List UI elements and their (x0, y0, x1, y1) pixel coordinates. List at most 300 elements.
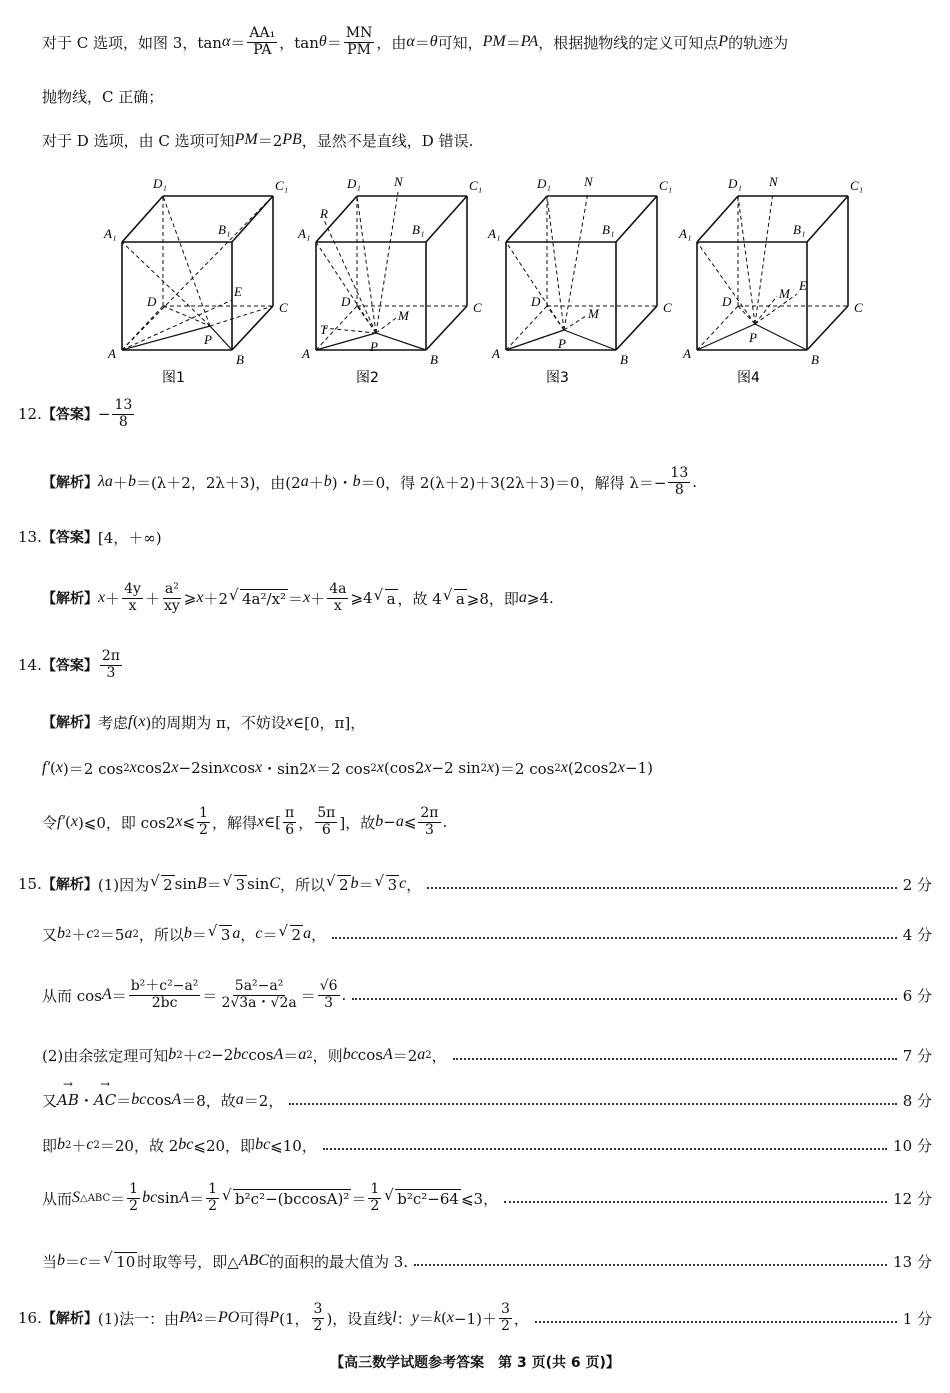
text-line (42, 746, 932, 790)
subscript: △ABC (80, 1192, 111, 1204)
text: ＝2 (257, 131, 283, 150)
segment (210, 326, 232, 350)
dot-leader (414, 1264, 887, 1266)
math-italic: α (406, 33, 415, 50)
text: ＝2 cos (315, 759, 371, 778)
math-italic: x (255, 759, 263, 776)
figure-caption: 图3 (546, 370, 569, 386)
text: ＝ (300, 986, 316, 1005)
point-label: C (854, 300, 863, 315)
text: ＝ (202, 1309, 218, 1328)
text: sin (247, 875, 270, 893)
text-line (42, 74, 932, 118)
figure-caption: 图4 (737, 370, 760, 386)
math-italic: x (308, 759, 316, 776)
numerator: AA₁ (249, 25, 276, 42)
text: ＝ (116, 1091, 132, 1110)
text: ＋ (112, 473, 128, 492)
math-italic: b (352, 473, 361, 490)
text: ＋ (71, 925, 87, 944)
denominator: 2 (500, 1317, 510, 1334)
dot-leader (453, 1058, 897, 1060)
math-italic: c (86, 925, 94, 942)
page-footer: 【高三数学试题参考答案 第 3 页(共 6 页)】 (330, 1355, 620, 1371)
text: ・sin2 (262, 759, 309, 778)
dot-leader (323, 1148, 887, 1150)
math-italic: x (138, 713, 146, 730)
point-label: N (584, 174, 593, 189)
denominator: 2 (208, 1197, 218, 1214)
text-line (18, 392, 932, 436)
text: ＝ (189, 1189, 205, 1208)
fraction (100, 649, 122, 681)
math-italic: bc (131, 1091, 147, 1108)
math-italic: λa (98, 473, 113, 490)
cube-edge (426, 196, 467, 242)
text: ，则 (312, 1046, 343, 1065)
math-italic: PA (179, 1309, 197, 1326)
point-label: C (663, 300, 672, 315)
math-italic: f′ (57, 813, 65, 830)
point-label: A (108, 346, 116, 361)
text: ＝8，故 (181, 1091, 236, 1110)
text: ( (441, 1309, 447, 1327)
fraction (129, 979, 201, 1011)
subscript: 2 (196, 1312, 203, 1324)
hidden-line (564, 192, 588, 330)
square-root: √ 3 (386, 875, 400, 894)
math-italic: A (273, 1046, 284, 1063)
math-italic: l (392, 1309, 397, 1326)
math-italic: b (57, 925, 66, 942)
superscript: 2 (306, 1049, 313, 1061)
numerator: 13 (670, 465, 689, 482)
superscript: 2 (93, 928, 100, 940)
hidden-line (376, 192, 398, 333)
denominator: 8 (674, 481, 684, 498)
text: − (383, 813, 396, 831)
point-label: E (799, 278, 807, 293)
figure-caption: 图2 (356, 370, 379, 386)
text: 从而 cos (42, 986, 102, 1005)
math-italic: C (269, 875, 280, 892)
denominator: 2 (129, 1197, 139, 1214)
point-label: C (473, 300, 482, 315)
fraction (327, 582, 348, 614)
text: (cos2 (383, 759, 425, 777)
denominator: 2 (199, 821, 208, 838)
hidden-line (122, 242, 210, 326)
numerator: 5π (317, 805, 336, 822)
fraction (122, 582, 143, 614)
segment (755, 324, 807, 350)
point-label: D₁ (728, 176, 742, 191)
cube-edge (506, 196, 547, 242)
point-label: D₁ (347, 176, 361, 191)
text: ，由 (376, 33, 407, 52)
cube-edge (122, 196, 163, 242)
text: ＝ (206, 875, 222, 894)
text: −1) (625, 759, 653, 777)
denominator: 2√3a・√2a (221, 994, 297, 1011)
point-label: M (588, 306, 599, 321)
square-root: √ b²c²−64 (395, 1189, 461, 1208)
text: 可得 (239, 1309, 270, 1328)
dot-leader (504, 1201, 887, 1203)
text: 的轨迹为 (728, 33, 789, 52)
label-bold: 【解析】 (41, 1311, 98, 1327)
fraction (219, 979, 298, 1011)
math-italic: θ (429, 33, 438, 50)
math-italic: a (395, 813, 404, 830)
fraction (283, 806, 296, 838)
numerator: 1 (129, 1181, 139, 1198)
score: 1 分 (902, 1309, 932, 1328)
denominator: 6 (285, 821, 295, 838)
math-italic: y (411, 1309, 419, 1326)
numerator: √6 (319, 978, 338, 995)
score: 4 分 (902, 925, 932, 944)
superscript: 2 (123, 762, 130, 774)
text: ，解得 (211, 813, 257, 832)
denominator: 3 (324, 994, 334, 1011)
math-italic: a (303, 925, 312, 942)
label-bold: 【答案】 (41, 658, 98, 674)
point-label: B₁ (218, 222, 231, 237)
point-label: C (279, 300, 288, 315)
text: ＝ (414, 33, 430, 52)
text: ⩽3， (460, 1189, 499, 1208)
point-label: A₁ (298, 226, 311, 241)
point-label: M (779, 286, 790, 301)
numerator: a² (164, 581, 179, 598)
text: (1， (279, 1309, 310, 1328)
text-line (42, 973, 932, 1017)
fraction (312, 1302, 325, 1334)
point-label: C₁ (659, 178, 673, 193)
math-italic: θ (318, 33, 327, 50)
math-italic: x (303, 589, 311, 606)
score: 13 分 (893, 1252, 932, 1271)
text: ＋ (71, 1136, 87, 1155)
text: 可知， (437, 33, 483, 52)
point-label: C₁ (850, 178, 864, 193)
denominator: PA (253, 41, 272, 58)
text: [4，＋∞) (97, 528, 162, 547)
cube-edge (426, 306, 467, 350)
text: 13. (18, 528, 42, 546)
text-line (42, 460, 932, 504)
text: ⩽ (182, 813, 196, 831)
vector: → AB (57, 1091, 79, 1109)
hidden-line (122, 300, 232, 350)
numerator: 4y (124, 581, 141, 598)
text: ， (298, 813, 314, 832)
text: ⩽10， (270, 1136, 317, 1155)
text: ＝2 (392, 1046, 418, 1065)
text: −2sin (178, 759, 223, 777)
denominator: xy (163, 597, 180, 614)
text-line (18, 1296, 932, 1340)
text: − (97, 405, 111, 423)
text: ⩾8，即 (466, 589, 519, 608)
hidden-line (738, 306, 755, 324)
text: cos2 (136, 759, 172, 777)
text: 对于 D 选项，由 C 选项可知 (42, 131, 235, 150)
math-italic: PO (217, 1309, 240, 1326)
denominator: x (128, 597, 137, 614)
label-bold: 【解析】 (42, 591, 98, 607)
cube-edge (807, 306, 848, 350)
text: cos (248, 1046, 274, 1064)
dot-leader (427, 887, 896, 889)
score: 8 分 (902, 1091, 932, 1110)
segment (506, 330, 564, 350)
text: ∈[0，π]， (293, 713, 366, 732)
text: ，显然不是直线，D 错误. (301, 131, 474, 150)
point-label: M (398, 308, 409, 323)
denominator: 2 (313, 1317, 323, 1334)
fraction (162, 582, 182, 614)
superscript: 2 (480, 762, 487, 774)
text: ＝5 (99, 925, 125, 944)
cube-edge (807, 196, 848, 242)
text: ＝ (110, 1189, 126, 1208)
point-label: N (769, 174, 778, 189)
superscript: 2 (93, 1139, 100, 1151)
text: ＋2 (203, 589, 229, 608)
text: sin (157, 1189, 180, 1207)
math-italic: x (196, 589, 204, 606)
dot-leader (352, 998, 896, 1000)
text: ∈[ (264, 813, 282, 831)
point-label: C₁ (275, 178, 289, 193)
text: ，tan (279, 33, 319, 52)
text: ( (132, 713, 139, 731)
point-label: D₁ (153, 176, 167, 191)
math-italic: P (718, 33, 729, 50)
numerator: 13 (114, 397, 133, 414)
point-label: D (147, 294, 157, 309)
numerator: 3 (313, 1301, 323, 1318)
math-italic: a (300, 473, 309, 490)
math-italic: c (197, 1046, 205, 1063)
numerator: 1 (208, 1181, 218, 1198)
math-italic: x (129, 759, 137, 776)
label-bold: 【答案】 (41, 407, 98, 423)
math-italic: bc (178, 1136, 194, 1153)
text: ＝20，故 2 (99, 1136, 179, 1155)
label-bold: 【解析】 (41, 877, 98, 893)
math-italic: f (128, 713, 133, 730)
math-italic: bc (142, 1189, 158, 1206)
math-italic: k (433, 1309, 441, 1326)
score: 12 分 (893, 1189, 932, 1208)
text-line (42, 1078, 932, 1122)
math-italic: b (57, 1136, 66, 1153)
fraction (112, 398, 134, 430)
math-italic: x (256, 813, 265, 830)
text: . (341, 986, 347, 1004)
text: −2 (211, 1046, 234, 1064)
square-root: √ 10 (114, 1252, 137, 1271)
score: 2 分 (902, 875, 932, 894)
text-line (42, 576, 932, 620)
math-italic: a (124, 925, 133, 942)
text: ＝2， (243, 1091, 284, 1110)
text: ， (431, 1046, 447, 1065)
text: ⩾4. (526, 589, 554, 607)
math-italic: S (72, 1189, 81, 1206)
text: ＝ (111, 986, 127, 1005)
text: (1)法一：由 (97, 1309, 180, 1328)
segment (122, 326, 210, 350)
point-label: A (683, 346, 691, 361)
score: 7 分 (902, 1046, 932, 1065)
fraction (197, 806, 210, 838)
denominator: 6 (321, 821, 331, 838)
fraction (499, 1302, 512, 1334)
numerator: π (285, 805, 295, 822)
text: )＝2 cos (494, 759, 555, 778)
cube-figure-2 (297, 174, 482, 386)
math-italic: a (518, 589, 527, 606)
math-italic: bc (342, 1046, 358, 1063)
text: ： (396, 1309, 412, 1328)
text: ・ (78, 1091, 94, 1110)
point-label: B₁ (793, 222, 806, 237)
square-root: √ 3 (219, 925, 233, 944)
cube-edge (697, 196, 738, 242)
text: ＝ (326, 33, 342, 52)
text: ⩾4 (350, 589, 373, 607)
text: ＝ (87, 1252, 103, 1271)
vector: → AC (94, 1091, 116, 1109)
segment (564, 330, 616, 350)
text: ＝ (191, 925, 207, 944)
math-italic: PM (482, 33, 506, 50)
math-italic: ABC (238, 1252, 270, 1269)
point-label: P (204, 332, 212, 347)
point-label: A₁ (488, 226, 501, 241)
math-italic: PB (282, 131, 302, 148)
point-label: A (492, 346, 500, 361)
point-label: N (394, 174, 403, 189)
superscript: 2 (370, 762, 377, 774)
label-bold: 【解析】 (42, 715, 98, 731)
math-italic: c (399, 875, 407, 892)
cube-figure-4 (678, 174, 863, 386)
text: ＝ (202, 986, 218, 1005)
denominator: PM (347, 41, 371, 58)
math-italic: b (375, 813, 384, 830)
point-label: D (341, 294, 351, 309)
text: 即 (42, 1136, 58, 1155)
score: 6 分 (902, 986, 932, 1005)
text: ，所以 (279, 875, 325, 894)
superscript: 2 (65, 1139, 72, 1151)
math-italic: x (175, 813, 183, 830)
math-italic: f′ (42, 759, 50, 776)
math-italic: b (57, 1252, 66, 1269)
point-label: A₁ (679, 226, 692, 241)
point-label: D (722, 294, 732, 309)
text: ( (64, 813, 71, 831)
hidden-line (163, 306, 210, 326)
math-italic: α (221, 33, 231, 50)
math-italic: A (382, 1046, 393, 1063)
text: −1)＋ (453, 1309, 497, 1328)
point-label: R (320, 206, 328, 221)
fraction (206, 1182, 219, 1214)
text: . (442, 813, 448, 831)
text: ＋ (182, 1046, 198, 1065)
math-italic: x (486, 759, 495, 776)
square-root: √ 3 (234, 875, 248, 894)
math-italic: bc (255, 1136, 271, 1153)
text: )・ (331, 473, 353, 492)
text: cos (357, 1046, 383, 1064)
point-label: E (234, 284, 242, 299)
score: 10 分 (893, 1136, 932, 1155)
numerator: 5a²−a² (234, 978, 284, 995)
text: )，设直线 (326, 1309, 393, 1328)
text: ＋ (308, 473, 324, 492)
fraction (318, 979, 340, 1011)
math-italic: b (323, 473, 332, 490)
text: 16. (18, 1309, 42, 1327)
text-line (42, 912, 932, 956)
point-label: D₁ (537, 176, 551, 191)
text: 对于 C 选项，如图 3，tan (42, 33, 222, 52)
text: ，所以 (138, 925, 184, 944)
square-root: √ 4a²/x² (240, 589, 288, 608)
text: 令 (42, 813, 58, 832)
text: 时取等号，即△ (137, 1252, 239, 1271)
math-italic: x (222, 759, 230, 776)
text: ， (513, 1309, 529, 1328)
superscript: 2 (132, 928, 139, 940)
square-root: √ 2 (337, 875, 351, 894)
point-label: B₁ (602, 222, 615, 237)
text: ⩽ (403, 813, 417, 831)
text-line (42, 118, 932, 162)
math-italic: c (80, 1252, 88, 1269)
math-italic: P (269, 1309, 280, 1326)
text-line (42, 1123, 932, 1167)
cube-figure-1 (103, 176, 288, 386)
hidden-line (697, 242, 755, 324)
math-italic: A (101, 986, 112, 1003)
square-root: √ a (385, 589, 398, 608)
point-label: D (531, 294, 541, 309)
superscript: 2 (204, 1049, 212, 1061)
hidden-line (376, 318, 396, 333)
math-italic: PA (520, 33, 539, 50)
hidden-line (564, 316, 586, 330)
superscript: 2 (176, 1049, 183, 1061)
denominator: 8 (118, 413, 128, 430)
denominator: 3 (424, 821, 434, 838)
math-italic: a (232, 925, 241, 942)
denominator: 2bc (151, 994, 178, 1011)
text: (2)由余弦定理可知 (42, 1046, 169, 1065)
text-line (42, 800, 932, 844)
numerator: 4a (329, 581, 347, 598)
text: ＝ (351, 1189, 367, 1208)
point-label: B (236, 352, 244, 367)
square-root: √ 2 (161, 875, 175, 894)
